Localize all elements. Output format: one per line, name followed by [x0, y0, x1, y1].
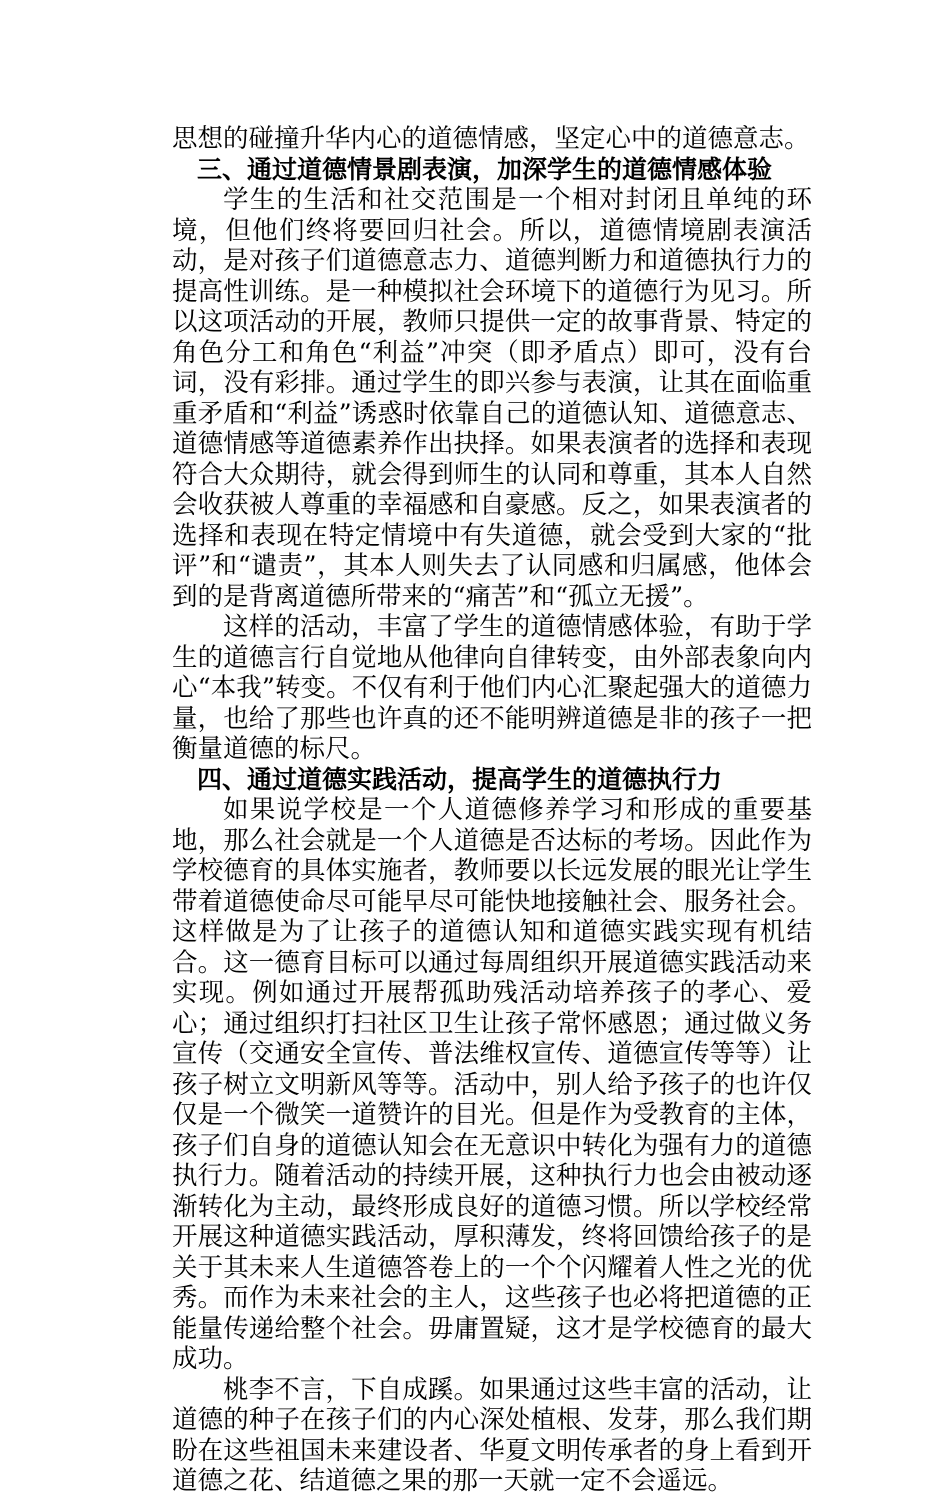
- section-4-paragraph-1: 如果说学校是一个人道德修养学习和形成的重要基地，那么社会就是一个人道德是否达标的考场。因此作为学校德育的具体实施者，教师要以长远发展的眼光让学生带着道德使命尽可能早尽可能快地接触社会、服务社会。这样做是为了让孩子的道德认知和道德实践实现有机结合。这一德育目标可以通过每周组织开展道德实践活动来实现。例如通过开展帮孤助残活动培养孩子的孝心、爱心；通过组织打扫社区卫生让孩子常怀感恩；通过做义务宣传（交通安全宣传、普法维权宣传、道德宣传等等）让孩子树立文明新风等等。活动中，别人给予孩子的也许仅仅是一个微笑一道赞许的目光。但是作为受教育的主体，孩子们自身的道德认知会在无意识中转化为强有力的道德执行力。随着活动的持续开展，这种执行力也会由被动逐渐转化为主动，最终形成良好的道德习惯。所以学校经常开展这种道德实践活动，厚积薄发，终将回馈给孩子的是关于其未来人生道德答卷上的一个个闪耀着人性之光的优秀。而作为未来社会的主人，这些孩子也必将把道德的正能量传递给整个社会。毋庸置疑，这才是学校德育的最大成功。: [172, 795, 812, 1374]
- opening-line: 思想的碰撞升华内心的道德情感，坚定心中的道德意志。: [172, 124, 810, 154]
- section-3-heading: 三、通过道德情景剧表演，加深学生的道德情感体验: [197, 154, 773, 184]
- section-3-paragraph-1: 学生的生活和社交范围是一个相对封闭且单纯的环境，但他们终将要回归社会。所以，道德情境剧表演活动，是对孩子们道德意志力、道德判断力和道德执行力的提高性训练。是一种模拟社会环境下的道德行为见习。所以这项活动的开展，教师只提供一定的故事背景、特定的角色分工和角色“利益”冲突（即矛盾点）即可，没有台词，没有彩排。通过学生的即兴参与表演，让其在面临重重矛盾和“利益”诱惑时依靠自己的道德认知、道德意志、道德情感等道德素养作出抉择。如果表演者的选择和表现符合大众期待，就会得到师生的认同和尊重，其本人自然会收获被人尊重的幸福感和自豪感。反之，如果表演者的选择和表现在特定情境中有失道德，就会受到大家的“批评”和“谴责”，其本人则失去了认同感和归属感，他体会到的是背离道德所带来的“痛苦”和“孤立无援”。: [172, 185, 812, 612]
- document-page: [172, 124, 812, 1497]
- section-3-paragraph-2: 这样的活动，丰富了学生的道德情感体验，有助于学生的道德言行自觉地从他律向自律转变，由外部表象向内心“本我”转变。不仅有利于他们内心汇聚起强大的道德力量，也给了那些也许真的还不能明辨道德是非的孩子一把衡量道德的标尺。: [172, 612, 812, 764]
- section-4-paragraph-2: 桃李不言，下自成蹊。如果通过这些丰富的活动，让道德的种子在孩子们的内心深处植根、发芽，那么我们期盼在这些祖国未来建设者、华夏文明传承者的身上看到开道德之花、结道德之果的那一天就一定不会遥远。: [172, 1374, 812, 1496]
- section-4-heading: 四、通过道德实践活动，提高学生的道德执行力: [197, 764, 723, 794]
